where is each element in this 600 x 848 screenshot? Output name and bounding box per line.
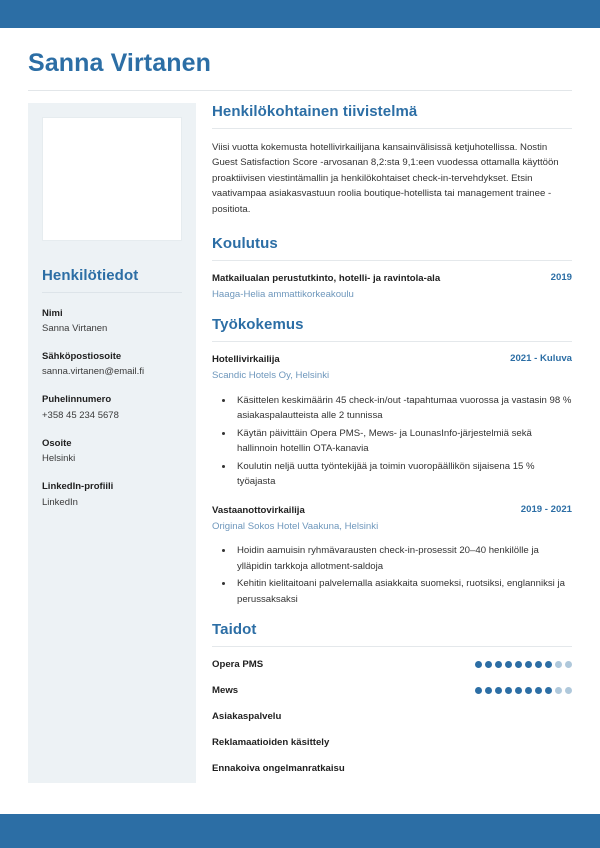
contact-item [42, 437, 182, 466]
skill-row [212, 658, 572, 671]
personal-details-heading: Henkilötiedot [42, 266, 139, 284]
skill-row [212, 736, 572, 749]
experience-bullets [212, 543, 572, 607]
education-degree: Matkailualan perustutkinto, hotelli- ja ravintola-ala [212, 273, 441, 285]
experience-date: 2019 - 2021 [520, 503, 572, 515]
sidebar [28, 103, 196, 783]
skill-dot-filled [525, 687, 532, 694]
education-entry-head [212, 272, 572, 286]
contact-list [42, 307, 182, 510]
skill-dot-filled [475, 661, 482, 668]
experience-bullets [212, 393, 572, 490]
skills-divider [212, 646, 572, 647]
education-list [212, 272, 572, 302]
main-column [196, 103, 572, 789]
page-title: Sanna Virtanen [28, 49, 211, 77]
skill-dot-filled [505, 661, 512, 668]
skills-section [212, 621, 572, 775]
name-block [28, 28, 572, 91]
skill-dot-filled [545, 687, 552, 694]
skill-dot-filled [515, 661, 522, 668]
experience-role: Vastaanottovirkailija [212, 504, 305, 516]
skill-rating [475, 661, 572, 668]
summary-text: Viisi vuotta kokemusta hotellivirkailijana kansainvälisissä ketjuhotellissa. Nostin Guest Satisfaction Score -arvosanan 8,2:sta 9,1:een vuodessa ottamalla käyttöön proaktiivisen viestintämallin ja henkilökohtaiset check-in-tervehdykset. Etsin vaativampaa asiakasvastuun roolia boutique-hotellista tai management trainee -positiota. [212, 141, 559, 215]
resume-content [0, 28, 600, 814]
skill-dot-empty [555, 661, 562, 668]
education-section [212, 235, 572, 302]
experience-bullet: • Käytän päivittäin Opera PMS-, Mews- ja LounasInfo-järjestelmiä sekä hallinnoin hotellin OTA-kanavia [234, 426, 572, 457]
skills-list [212, 658, 572, 775]
bottom-accent-bar [0, 814, 600, 848]
contact-label: Osoite [42, 437, 72, 449]
skill-name: Ennakoiva ongelmanratkaisu [212, 763, 345, 775]
experience-bullet: • Käsittelen keskimäärin 45 check-in/out -tapahtumaa vuorossa ja vastasin 98 % asiakaspalautteista alle 2 tunnissa [234, 393, 572, 424]
skill-dot-empty [565, 661, 572, 668]
skill-dot-filled [485, 687, 492, 694]
contact-item [42, 480, 182, 509]
skill-rating [475, 687, 572, 694]
skill-dot-filled [515, 687, 522, 694]
skill-name: Reklamaatioiden käsittely [212, 737, 330, 749]
experience-entry-head [212, 504, 572, 518]
skill-name: Mews [212, 685, 239, 697]
skills-heading: Taidot [212, 621, 257, 639]
skill-dot-filled [505, 687, 512, 694]
experience-entry [212, 353, 572, 489]
skill-dot-filled [545, 661, 552, 668]
education-divider [212, 260, 572, 261]
experience-role: Hotellivirkailija [212, 354, 280, 366]
summary-section [212, 103, 572, 218]
contact-label: Nimi [42, 307, 63, 319]
skill-dot-filled [495, 661, 502, 668]
experience-entry [212, 504, 572, 607]
skill-dot-filled [535, 661, 542, 668]
skill-name: Asiakaspalvelu [212, 711, 282, 723]
contact-value: sanna.virtanen@email.fi [42, 366, 145, 378]
experience-section [212, 316, 572, 607]
experience-date: 2021 - Kuluva [510, 353, 572, 365]
contact-item [42, 307, 182, 336]
personal-details-divider [42, 292, 182, 293]
contact-item [42, 393, 182, 422]
education-heading: Koulutus [212, 235, 278, 253]
skill-row [212, 710, 572, 723]
contact-value: Sanna Virtanen [42, 322, 108, 334]
experience-heading: Työkokemus [212, 316, 304, 334]
experience-entry-head [212, 353, 572, 367]
skill-dot-filled [535, 687, 542, 694]
contact-value: LinkedIn [42, 496, 78, 508]
contact-value: +358 45 234 5678 [42, 409, 119, 421]
summary-divider [212, 128, 572, 129]
profile-photo-placeholder [42, 117, 182, 241]
experience-list [212, 353, 572, 607]
contact-label: LinkedIn-profiili [42, 481, 114, 493]
skill-dot-empty [555, 687, 562, 694]
skill-row [212, 684, 572, 697]
name-divider [28, 90, 572, 91]
summary-heading: Henkilökohtainen tiivistelmä [212, 102, 418, 120]
education-institution: Haaga-Helia ammattikorkeakoulu [212, 289, 354, 301]
skill-dot-filled [485, 661, 492, 668]
contact-value: Helsinki [42, 453, 76, 465]
experience-bullet: • Hoidin aamuisin ryhmävarausten check-in-prosessit 20–40 henkilölle ja ylläpidin tarkkoja allotment-saldoja [234, 543, 572, 574]
skill-dot-filled [495, 687, 502, 694]
two-column-layout [28, 103, 572, 789]
contact-item [42, 350, 182, 379]
skill-name: Opera PMS [212, 659, 264, 671]
contact-label: Puhelinnumero [42, 394, 112, 406]
skill-dot-empty [565, 687, 572, 694]
skill-dot-filled [475, 687, 482, 694]
experience-bullet: • Koulutin neljä uutta työntekijää ja toimin vuoropäällikön sijaisena 15 % työajasta [234, 459, 572, 490]
contact-label: Sähköpostiosoite [42, 350, 122, 362]
skill-dot-filled [525, 661, 532, 668]
experience-divider [212, 341, 572, 342]
experience-company: Original Sokos Hotel Vaakuna, Helsinki [212, 520, 379, 532]
top-accent-bar [0, 0, 600, 28]
experience-bullet: • Kehitin kielitaitoani palvelemalla asiakkaita suomeksi, ruotsiksi, englanniksi ja perussaksaksi [234, 576, 572, 607]
education-entry [212, 272, 572, 302]
experience-company: Scandic Hotels Oy, Helsinki [212, 370, 330, 382]
skill-row [212, 762, 572, 775]
education-date: 2019 [550, 272, 572, 284]
